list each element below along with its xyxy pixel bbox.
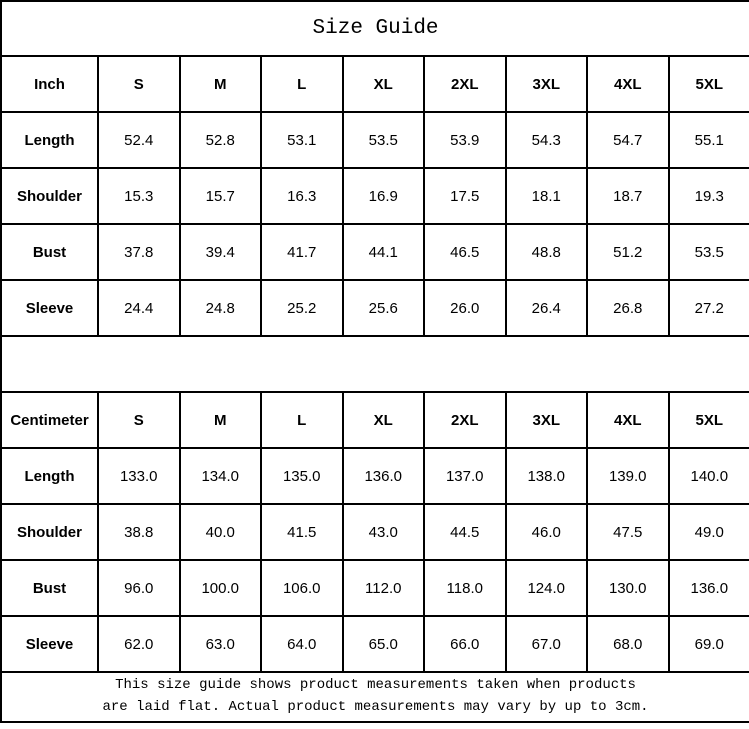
measurement-row xyxy=(1,224,749,280)
measurement-value: 140.0 xyxy=(669,448,749,504)
measurement-row xyxy=(1,616,749,672)
measurement-value: 66.0 xyxy=(424,616,506,672)
measurement-value: 52.8 xyxy=(180,112,262,168)
measurement-row xyxy=(1,560,749,616)
measurement-row-label: Sleeve xyxy=(1,280,98,336)
measurement-value: 40.0 xyxy=(180,504,262,560)
measurement-row-label: Length xyxy=(1,112,98,168)
measurement-value: 44.5 xyxy=(424,504,506,560)
size-column-header: 2XL xyxy=(424,392,506,448)
measurement-value: 19.3 xyxy=(669,168,749,224)
measurement-value: 16.3 xyxy=(261,168,343,224)
measurement-value: 53.5 xyxy=(343,112,425,168)
measurement-value: 38.8 xyxy=(98,504,180,560)
measurement-value: 134.0 xyxy=(180,448,262,504)
size-column-header: 5XL xyxy=(669,392,749,448)
measurement-value: 26.8 xyxy=(587,280,669,336)
footer-note-line1: This size guide shows product measurements taken when products xyxy=(115,677,636,694)
measurement-value: 15.7 xyxy=(180,168,262,224)
measurement-value: 53.1 xyxy=(261,112,343,168)
size-column-header: L xyxy=(261,392,343,448)
measurement-value: 16.9 xyxy=(343,168,425,224)
size-column-header: XL xyxy=(343,392,425,448)
size-column-header: XL xyxy=(343,56,425,112)
measurement-row xyxy=(1,504,749,560)
measurement-value: 18.7 xyxy=(587,168,669,224)
size-column-header: 4XL xyxy=(587,56,669,112)
measurement-value: 63.0 xyxy=(180,616,262,672)
measurement-row-label: Length xyxy=(1,448,98,504)
unit-label: Centimeter xyxy=(1,392,98,448)
measurement-value: 124.0 xyxy=(506,560,588,616)
measurement-row-label: Shoulder xyxy=(1,168,98,224)
measurement-value: 24.4 xyxy=(98,280,180,336)
size-column-header: M xyxy=(180,392,262,448)
measurement-value: 46.5 xyxy=(424,224,506,280)
size-column-header: S xyxy=(98,56,180,112)
measurement-value: 67.0 xyxy=(506,616,588,672)
measurement-value: 55.1 xyxy=(669,112,749,168)
measurement-row xyxy=(1,168,749,224)
footer-section xyxy=(1,672,749,722)
size-column-header: L xyxy=(261,56,343,112)
measurement-value: 37.8 xyxy=(98,224,180,280)
spacer-row xyxy=(1,336,749,392)
measurement-value: 136.0 xyxy=(669,560,749,616)
measurement-value: 133.0 xyxy=(98,448,180,504)
measurement-value: 137.0 xyxy=(424,448,506,504)
measurement-value: 26.0 xyxy=(424,280,506,336)
measurement-value: 52.4 xyxy=(98,112,180,168)
inch-table-section xyxy=(1,56,749,336)
size-column-header: 3XL xyxy=(506,392,588,448)
measurement-row-label: Sleeve xyxy=(1,616,98,672)
measurement-value: 136.0 xyxy=(343,448,425,504)
size-column-header: 5XL xyxy=(669,56,749,112)
measurement-value: 135.0 xyxy=(261,448,343,504)
measurement-value: 96.0 xyxy=(98,560,180,616)
measurement-value: 17.5 xyxy=(424,168,506,224)
measurement-value: 44.1 xyxy=(343,224,425,280)
spacer-section xyxy=(1,336,749,392)
measurement-value: 25.2 xyxy=(261,280,343,336)
measurement-value: 62.0 xyxy=(98,616,180,672)
measurement-value: 53.5 xyxy=(669,224,749,280)
size-column-header: M xyxy=(180,56,262,112)
page-title: Size Guide xyxy=(1,1,749,56)
measurement-value: 24.8 xyxy=(180,280,262,336)
measurement-row xyxy=(1,448,749,504)
measurement-value: 53.9 xyxy=(424,112,506,168)
measurement-value: 68.0 xyxy=(587,616,669,672)
measurement-value: 112.0 xyxy=(343,560,425,616)
measurement-value: 18.1 xyxy=(506,168,588,224)
size-column-header: 4XL xyxy=(587,392,669,448)
measurement-row-label: Bust xyxy=(1,224,98,280)
measurement-value: 106.0 xyxy=(261,560,343,616)
size-header-row xyxy=(1,56,749,112)
measurement-value: 47.5 xyxy=(587,504,669,560)
size-column-header: 3XL xyxy=(506,56,588,112)
measurement-value: 118.0 xyxy=(424,560,506,616)
measurement-value: 43.0 xyxy=(343,504,425,560)
measurement-value: 25.6 xyxy=(343,280,425,336)
measurement-value: 65.0 xyxy=(343,616,425,672)
measurement-value: 100.0 xyxy=(180,560,262,616)
spacer-cell xyxy=(1,336,749,392)
size-column-header: S xyxy=(98,392,180,448)
measurement-row xyxy=(1,112,749,168)
measurement-value: 64.0 xyxy=(261,616,343,672)
size-header-row xyxy=(1,392,749,448)
unit-label: Inch xyxy=(1,56,98,112)
measurement-value: 15.3 xyxy=(98,168,180,224)
measurement-value: 51.2 xyxy=(587,224,669,280)
measurement-row xyxy=(1,280,749,336)
measurement-value: 46.0 xyxy=(506,504,588,560)
measurement-value: 48.8 xyxy=(506,224,588,280)
measurement-value: 139.0 xyxy=(587,448,669,504)
measurement-value: 39.4 xyxy=(180,224,262,280)
measurement-value: 26.4 xyxy=(506,280,588,336)
footer-note-line2: are laid flat. Actual product measurements may vary by up to 3cm. xyxy=(102,699,649,715)
measurement-value: 41.5 xyxy=(261,504,343,560)
measurement-value: 130.0 xyxy=(587,560,669,616)
title-row xyxy=(1,1,749,56)
measurement-row-label: Shoulder xyxy=(1,504,98,560)
size-column-header: 2XL xyxy=(424,56,506,112)
measurement-value: 138.0 xyxy=(506,448,588,504)
footer-row xyxy=(1,672,749,722)
measurement-value: 54.7 xyxy=(587,112,669,168)
measurement-value: 54.3 xyxy=(506,112,588,168)
footer-note xyxy=(1,672,749,722)
title-section xyxy=(1,1,749,56)
measurement-row-label: Bust xyxy=(1,560,98,616)
measurement-value: 27.2 xyxy=(669,280,749,336)
centimeter-table-section xyxy=(1,392,749,672)
measurement-value: 41.7 xyxy=(261,224,343,280)
measurement-value: 49.0 xyxy=(669,504,749,560)
measurement-value: 69.0 xyxy=(669,616,749,672)
